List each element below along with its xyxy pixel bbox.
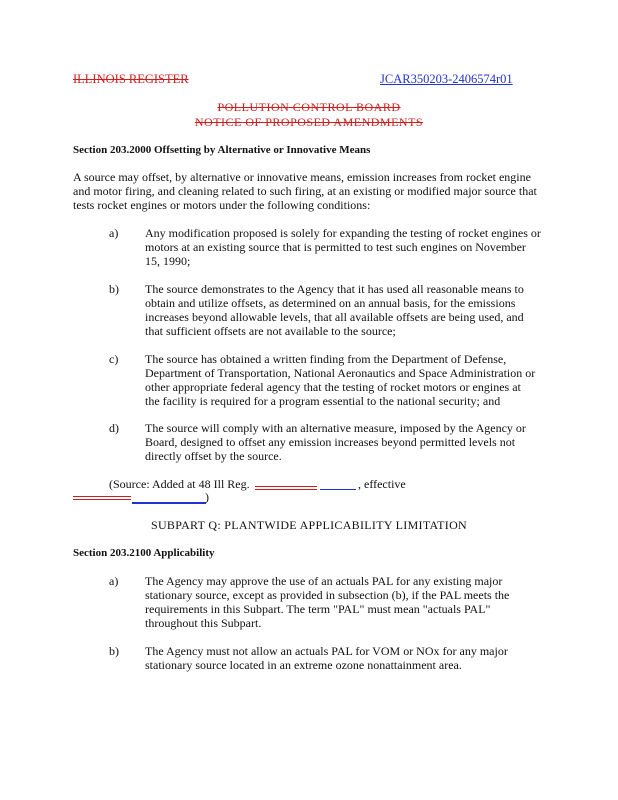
source-note-effective: , effective [358,477,406,491]
item-line: throughout this Subpart. [145,616,262,630]
item-label: c) [109,352,119,366]
item-line: The Agency must not allow an actuals PAL for VOM or NOx for any major [145,644,508,658]
item-line: stationary source, except as provided in subsection (b), if the PAL meets the [145,588,510,602]
item-line: Department of Transportation, National Aeronautics and Space Administration or [145,366,536,380]
section-2000-heading: Section 203.2000 Offsetting by Alternative or Innovative Means [73,144,371,156]
item-line: Any modification proposed is solely for expanding the testing of rocket engines or [145,226,541,240]
item-line: The source will comply with an alternative measure, imposed by the Agency or [145,421,526,435]
item-label: d) [109,421,119,435]
item-label: a) [109,226,119,240]
item-line: directly offset by the source. [145,449,282,463]
item-line: other appropriate federal agency that the testing of rocket motors or engines at [145,380,521,394]
item-label: b) [109,644,119,658]
item-line: the facility is required for a program essential to the national security; and [145,394,501,408]
item-text [145,421,593,463]
register-header: ILLINOIS REGISTER [73,72,189,86]
item-line: stationary source located in an extreme ozone nonattainment area. [145,658,462,672]
item-text [145,352,593,408]
inserted-blank-marker [320,489,356,490]
item-line: Board, designed to offset any emission increases beyond permitted levels not [145,435,516,449]
notice-title: NOTICE OF PROPOSED AMENDMENTS [194,115,424,129]
item-line: motors at an existing source that is permitted to test such engines on November [145,240,526,254]
item-text [145,282,593,338]
deleted-blank-marker [73,496,131,500]
item-text [145,226,593,268]
inserted-blank-marker [132,502,206,504]
item-line: The Agency may approve the use of an actuals PAL for any existing major [145,574,503,588]
jcar-reference: JCAR350203-2406574r01 [380,72,513,86]
item-line: that sufficient offsets are not available to the source; [145,324,396,338]
source-note-close: ) [205,490,209,504]
intro-line: tests rocket engines or motors under the following conditions: [73,198,371,212]
item-text [145,644,593,672]
item-label: b) [109,282,119,296]
item-line: The source has obtained a written finding from the Department of Defense, [145,352,507,366]
board-title: POLLUTION CONTROL BOARD [217,100,401,114]
intro-line: A source may offset, by alternative or innovative means, emission increases from rocket engine [73,170,531,184]
item-text [145,574,593,630]
item-line: requirements in this Subpart. The term "PAL" must mean "actuals PAL" [145,602,491,616]
item-line: obtain and utilize offsets, as determined on an annual basis, for the emissions [145,296,516,310]
source-note-prefix: (Source: Added at 48 Ill Reg. [109,477,250,491]
section-2000-intro [73,170,601,212]
subpart-heading: SUBPART Q: PLANTWIDE APPLICABILITY LIMITATION [150,518,468,532]
item-line: increases beyond allowable levels, that all available offsets are being used, and [145,310,524,324]
item-label: a) [109,574,119,588]
deleted-blank-marker [255,486,317,490]
item-line: 15, 1990; [145,254,191,268]
intro-line: and motor firing, and cleaning related to such firing, at an existing or modified major source that [73,184,537,198]
section-2100-heading: Section 203.2100 Applicability [73,547,215,559]
item-line: The source demonstrates to the Agency that it has used all reasonable means to [145,282,524,296]
